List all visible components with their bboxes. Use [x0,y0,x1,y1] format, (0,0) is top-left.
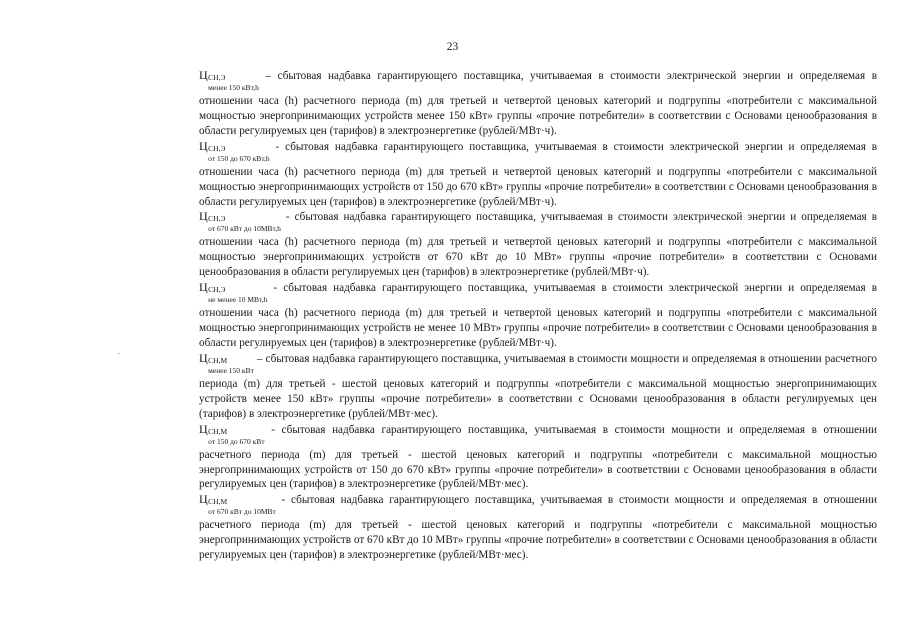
symbol-superscript: СН,Э [208,214,226,224]
symbol-superscript: СН,Э [208,73,226,82]
paragraph-text: – сбытовая надбавка гарантирующего поставщика, учитываемая в стоимости электрической энергии и определяемая в отношении часа (h) расчетного периода (m) для третьей и четвертой ценовых категорий и подгруппы «потребители с максимальной мощностью энергопринимающих устройств менее 150 кВт» группы «прочие потребители» в соответствии с Основами ценообразования в области регулируемых цен (тарифов) в электроэнергетике (рублей/МВт·ч). [199,70,877,137]
price-symbol [199,351,254,377]
price-symbol [199,68,259,94]
price-symbol [199,280,267,306]
symbol-subscript: от 670 кВт до 10МВт,h [208,224,281,234]
symbol-subscript: от 670 кВт до 10МВт [208,507,276,517]
paragraph-definition [199,422,877,493]
symbol-subscript: менее 150 кВт [208,365,254,375]
symbol-base: Ц [199,209,208,224]
page-number: 23 [446,41,459,53]
symbol-subscript: не менее 10 МВт,h [208,295,268,305]
symbol-subscript: менее 150 кВт,h [208,83,259,92]
symbol-base: Ц [199,492,208,507]
paragraph-text: - сбытовая надбавка гарантирующего поставщика, учитываемая в стоимости мощности и определяемая в отношении расчетного периода (m) для третьей - шестой ценовых категорий и подгруппы «потребители с максимальной мощностью энергопринимающих устройств от 670 кВт до 10 МВт» группы «прочие потребители» в соответствии с Основами ценообразования в области регулируемых цен (тарифов) в электроэнергетике (рублей/МВт·мес). [199,494,877,562]
symbol-superscript: СН,Э [208,143,226,153]
symbol-superscript: СН,М [208,355,228,365]
symbol-base: Ц [199,138,208,153]
paragraph-definition [199,280,877,351]
price-symbol [199,492,276,518]
paragraph-text: - сбытовая надбавка гарантирующего поставщика, учитываемая в стоимости электрической энергии и определяемая в отношении часа (h) расчетного периода (m) для третьей и четвертой ценовых категорий и подгруппы «потребители с максимальной мощностью энергопринимающих устройств не менее 10 МВт» группы «прочие потребители» в соответствии с Основами ценообразования в области регулируемых цен (тарифов) в электроэнергетике (рублей/МВт·ч). [199,282,877,349]
symbol-superscript: СН,М [208,497,228,507]
symbol-subscript: от 150 до 670 кВт,h [208,153,270,163]
paragraph-definition [199,351,877,422]
symbol-base: Ц [199,280,208,295]
symbol-subscript: от 150 до 670 кВт [208,436,265,446]
paragraph-definition [199,139,877,210]
paragraph-text: - сбытовая надбавка гарантирующего поставщика, учитываемая в стоимости электрической энергии и определяемая в отношении часа (h) расчетного периода (m) для третьей и четвертой ценовых категорий и подгруппы «потребители с максимальной мощностью энергопринимающих устройств от 150 до 670 кВт» группы «прочие потребители» в соответствии с Основами ценообразования в области регулируемых цен (тарифов) в электроэнергетике (рублей/МВт·ч). [199,140,877,208]
paragraph-text: - сбытовая надбавка гарантирующего поставщика, учитываемая в стоимости мощности и определяемая в отношении расчетного периода (m) для третьей - шестой ценовых категорий и подгруппы «потребители с максимальной мощностью энергопринимающих устройств от 150 до 670 кВт» группы «прочие потребители» в соответствии с Основами ценообразования в области регулируемых цен (тарифов) в электроэнергетике (рублей/МВт·мес). [199,423,877,491]
symbol-base: Ц [199,421,208,436]
symbol-base: Ц [199,68,208,82]
symbol-superscript: СН,М [208,426,228,436]
price-symbol [199,139,270,165]
paragraph-text: - сбытовая надбавка гарантирующего поставщика, учитываемая в стоимости электрической энергии и определяемая в отношении часа (h) расчетного периода (m) для третьей и четвертой ценовых категорий и подгруппы «потребители с максимальной мощностью энергопринимающих устройств от 670 кВт до 10 МВт» группы «прочие потребители» в соответствии с Основами ценообразования в области регулируемых цен (тарифов) в электроэнергетике (рублей/МВт·ч). [199,211,877,279]
symbol-superscript: СН,Э [208,285,226,295]
price-symbol [199,209,281,235]
symbol-base: Ц [199,350,208,365]
paragraph-text: – сбытовая надбавка гарантирующего поставщика, учитываемая в стоимости мощности и определяемая в отношении расчетного периода (m) для третьей - шестой ценовых категорий и подгруппы «потребители с максимальной мощностью энергопринимающих устройств менее 150 кВт» группы «прочие потребители» в соответствии с Основами ценообразования в области регулируемых цен (тарифов) в электроэнергетике (рублей/МВт·мес). [199,352,877,420]
margin-mark [118,353,120,354]
price-symbol [199,422,265,448]
paragraph-definition [199,492,877,563]
paragraph-definition [199,209,877,280]
document-body [199,68,877,563]
paragraph-definition [199,68,877,139]
